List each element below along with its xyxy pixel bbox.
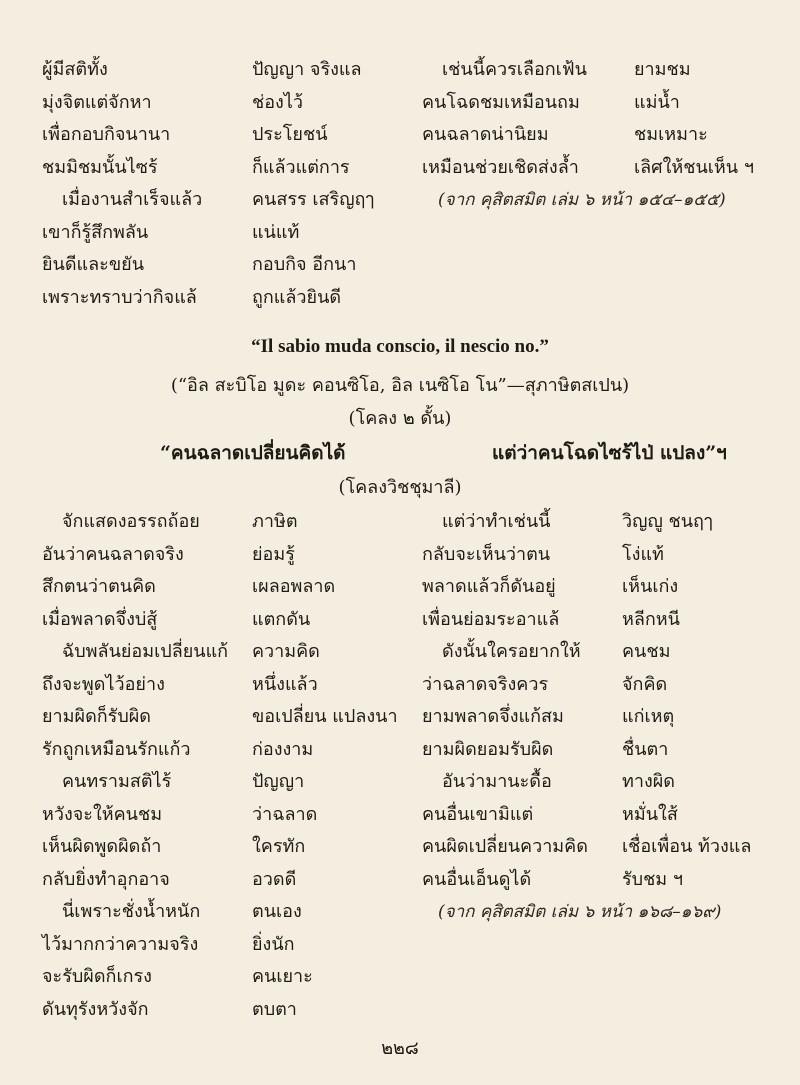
verse-row	[0, 507, 800, 537]
verse-segment-1: ยินดีและขยัน	[42, 254, 144, 275]
verse-segment-3: เหมือนช่วยเชิดส่งล้ำ	[422, 156, 579, 178]
verse-segment-4: จักคิด	[622, 673, 668, 695]
verse-segment-3: คนอื่นเขามิแต่	[422, 803, 534, 825]
theme-line-left: “คนฉลาดเปลี่ยนคิดได้	[160, 442, 346, 464]
verse-segment-4: ชื่นตา	[622, 738, 669, 760]
verse-row	[0, 702, 800, 732]
verse-row	[0, 218, 800, 248]
verse-segment-4: วิญญู ชนฤๅ	[622, 511, 713, 532]
verse-segment-1: ชมมิชมนั้นไซร้	[42, 156, 158, 178]
verse-segment-2: ปัญญา จริงแล	[252, 59, 362, 80]
verse-row	[0, 55, 800, 85]
page-number: ๒๒๘	[381, 1038, 419, 1059]
verse-segment-4: คนชม	[622, 641, 671, 662]
verse-segment-1: ไว้มากกว่าความจริง	[42, 933, 199, 955]
verse-segment-2: ย่อมรู้	[252, 543, 295, 565]
verse-row	[0, 88, 800, 118]
verse-segment-1: กลับยิ่งทำอุกอาจ	[42, 868, 170, 890]
verse-segment-4: เลิศให้ชนเห็น ฯ	[634, 156, 754, 178]
verse-row	[0, 930, 800, 960]
verse-segment-3: คนอื่นเอ็นดูได้	[422, 868, 532, 890]
verse-segment-3: พลาดแล้วก็ดันอยู่	[422, 576, 556, 597]
verse-segment-2: ขอเปลี่ยน แปลงนา	[252, 706, 398, 727]
verse-segment-1: เขาก็รู้สึกพลัน	[42, 221, 149, 243]
verse-segment-1: อันว่าคนฉลาดจริง	[42, 543, 184, 565]
verse-segment-2: แตกดัน	[252, 608, 311, 630]
verse-segment-3: คนโฉดชมเหมือนถม	[422, 91, 580, 113]
verse-segment-1: คนทรามสติไร้	[62, 771, 172, 792]
verse-segment-3: ดังนั้นใครอยากให้	[442, 641, 581, 662]
verse-segment-2: ประโยชน์	[252, 124, 328, 145]
verse-row	[0, 120, 800, 150]
verse-row	[0, 283, 800, 313]
theme-line-right: แต่ว่าคนโฉดไซร้ไป่ แปลง”ฯ	[492, 442, 727, 464]
verse-segment-4: เชื่อเพื่อน ท้วงแล	[622, 836, 752, 857]
verse-segment-2: ก่องงาม	[252, 738, 314, 760]
verse-segment-1: เมื่องานสำเร็จแล้ว	[62, 189, 203, 210]
verse-segment-2: หนึ่งแล้ว	[252, 673, 318, 695]
verse-segment-1: มุ่งจิตแต่จักหา	[42, 91, 152, 113]
verse-segment-3: ยามพลาดจึ่งแก้สม	[422, 706, 564, 727]
verse-segment-1: นี่เพราะชั่งน้ำหนัก	[62, 901, 201, 922]
verse-form: (โคลงวิชชุมาลี)	[338, 477, 462, 498]
verse-segment-4: แก่เหตุ	[622, 706, 675, 727]
verse-row	[0, 605, 800, 635]
verse-row	[0, 865, 800, 895]
verse-segment-4: เห็นเก่ง	[622, 576, 679, 597]
verse-segment-1: ฉับพลันย่อมเปลี่ยนแก้	[62, 641, 229, 662]
verse-segment-3: อันว่ามานะดื้อ	[442, 771, 552, 792]
verse-segment-1: เพราะทราบว่ากิจแล้	[42, 286, 197, 308]
verse-segment-2: ถูกแล้วยินดี	[252, 286, 342, 308]
verse-segment-1: เมื่อพลาดจึ่งบ่สู้	[42, 608, 158, 630]
verse-segment-3: กลับจะเห็นว่าตน	[422, 543, 551, 565]
verse-row	[0, 735, 800, 765]
verse-segment-2: ช่องไว้	[252, 91, 303, 113]
verse-row	[0, 670, 800, 700]
verse-segment-1: จักแสดงอรรถถ้อย	[62, 511, 200, 532]
verse-segment-4: โง่แท้	[622, 543, 664, 565]
verse-segment-2: เผลอพลาด	[252, 576, 336, 597]
verse-row	[0, 637, 800, 667]
verse-segment-4: ชมเหมาะ	[634, 124, 708, 145]
verse-segment-3: คนผิดเปลี่ยนความคิด	[422, 836, 588, 857]
verse-segment-4: ทางผิด	[622, 771, 675, 792]
verse-row	[0, 767, 800, 797]
verse-row	[0, 962, 800, 992]
verse-segment-4: ยามชม	[634, 59, 691, 80]
source-citation: (จาก คุสิตสมิต เล่ม ๖ หน้า ๑๕๔–๑๕๕)	[438, 190, 726, 210]
verse-segment-2: ยิ่งนัก	[252, 933, 295, 955]
verse-segment-4: แม่น้ำ	[634, 91, 680, 113]
verse-segment-1: ยามผิดก็รับผิด	[42, 706, 151, 727]
verse-segment-2: แน่แท้	[252, 221, 300, 243]
verse-segment-2: ว่าฉลาด	[252, 803, 318, 825]
verse-segment-3: เพื่อนย่อมระอาแล้	[422, 608, 560, 630]
verse-segment-1: ดันทุรังหวังจัก	[42, 998, 149, 1020]
verse-segment-4: หลีกหนี	[622, 608, 680, 630]
verse-segment-2: ตบตา	[252, 998, 297, 1020]
verse-segment-1: สึกตนว่าตนคิด	[42, 576, 156, 597]
verse-row	[0, 800, 800, 830]
verse-segment-4: หมั่นใส้	[622, 803, 678, 825]
verse-row	[0, 832, 800, 862]
verse-segment-1: เห็นผิดพูดผิดถ้า	[42, 836, 162, 857]
verse-count: (โคลง ๒ ดั้น)	[348, 408, 452, 429]
verse-segment-2: ปัญญา	[252, 771, 305, 792]
verse-segment-3: แต่ว่าทำเช่นนี้	[442, 511, 551, 532]
verse-segment-2: ความคิด	[252, 641, 320, 662]
verse-segment-1: หวังจะให้คนชม	[42, 803, 163, 825]
verse-segment-2: คนเยาะ	[252, 966, 313, 987]
verse-segment-2: กอบกิจ อีกนา	[252, 254, 357, 275]
verse-row	[0, 153, 800, 183]
verse-segment-4: รับชม ฯ	[622, 868, 684, 890]
verse-segment-2: ตนเอง	[252, 901, 302, 922]
verse-segment-2: คนสรร เสริญฤๅ	[252, 189, 375, 210]
verse-segment-2: ภาษิต	[252, 511, 298, 532]
verse-segment-2: ก็แล้วแต่การ	[252, 156, 350, 178]
verse-segment-1: เพื่อกอบกิจนานา	[42, 124, 171, 145]
verse-segment-3: ว่าฉลาดจริงควร	[422, 673, 549, 695]
spanish-proverb: “Il sabio muda conscio, il nescio no.”	[251, 336, 549, 357]
verse-row	[0, 572, 800, 602]
verse-segment-1: จะรับผิดก็เกรง	[42, 966, 152, 987]
source-citation: (จาก คุสิตสมิต เล่ม ๖ หน้า ๑๖๘–๑๖๙)	[438, 902, 722, 922]
verse-row	[0, 250, 800, 280]
verse-segment-1: รักถูกเหมือนรักแก้ว	[42, 738, 191, 760]
verse-segment-3: ยามผิดยอมรับผิด	[422, 738, 554, 760]
verse-segment-3: คนฉลาดน่านิยม	[422, 124, 549, 145]
verse-row	[0, 995, 800, 1025]
verse-segment-1: ถึงจะพูดไว้อย่าง	[42, 673, 165, 695]
verse-segment-2: อวดดี	[252, 868, 297, 890]
verse-row	[0, 540, 800, 570]
verse-segment-3: เช่นนี้ควรเลือกเฟ้น	[442, 59, 587, 80]
verse-segment-1: ผู้มีสติทั้ง	[42, 59, 108, 80]
verse-segment-2: ใครทัก	[252, 836, 306, 857]
proverb-transliteration: (“อิล สะบิโอ มูดะ คอนซิโอ, อิล เนซิโอ โน”—สุภาษิตสเปน)	[170, 375, 630, 396]
